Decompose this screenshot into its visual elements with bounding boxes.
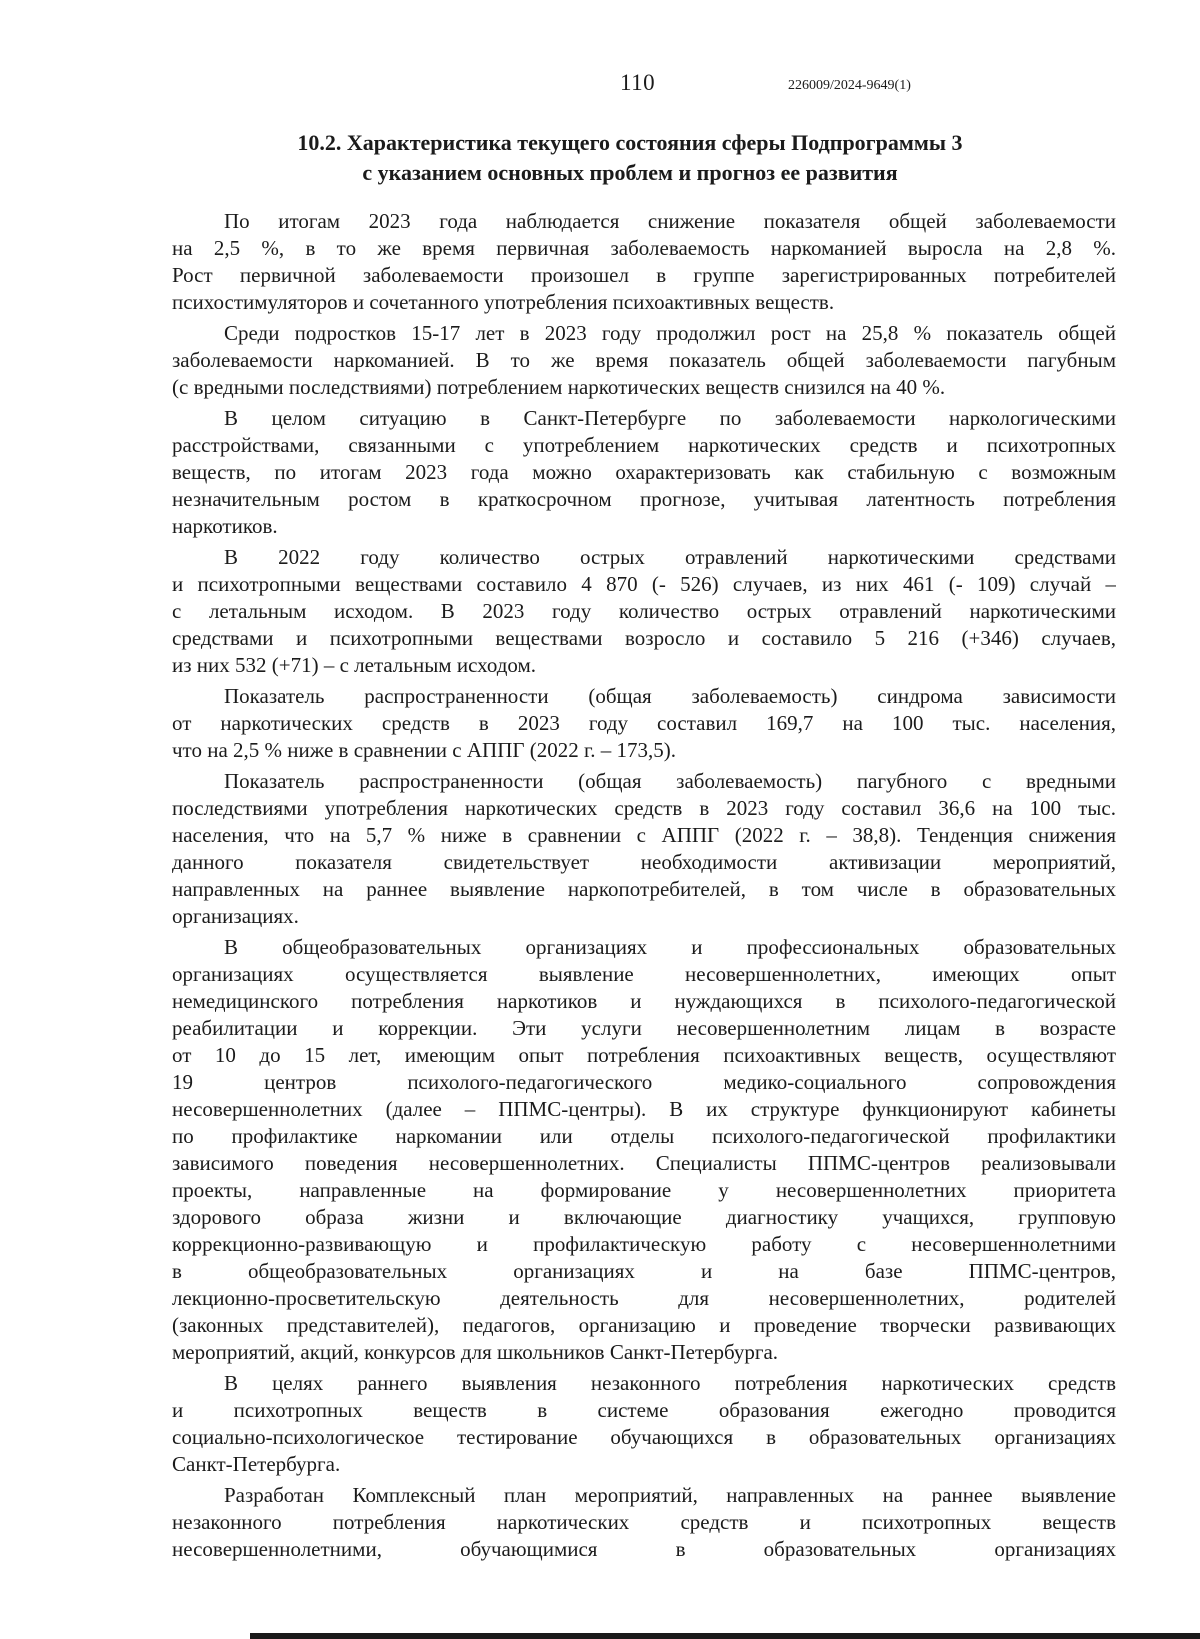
text-line: здорового образа жизни и включающие диагностику учащихся, групповую <box>172 1205 1116 1229</box>
section-heading-line: 10.2. Характеристика текущего состояния сферы Подпрограммы 3 <box>297 130 963 155</box>
paragraph <box>172 208 1116 316</box>
text-line: и психотропными веществами составило 4 870 (- 526) случаев, из них 461 (- 109) случай – <box>172 572 1116 596</box>
text-line: Разработан Комплексный план мероприятий, направленных на раннее выявление <box>224 1483 1116 1507</box>
text-line: по профилактике наркомании или отделы психолого-педагогической профилактики <box>172 1124 1116 1148</box>
text-line: организациях осуществляется выявление несовершеннолетних, имеющих опыт <box>172 962 1116 986</box>
text-line: Рост первичной заболеваемости произошел в группе зарегистрированных потребителей <box>172 263 1116 287</box>
text-line: незначительным ростом в краткосрочном прогнозе, учитывая латентность потребления <box>172 487 1116 511</box>
text-line: организациях. <box>172 904 299 928</box>
text-line: По итогам 2023 года наблюдается снижение показателя общей заболеваемости <box>224 209 1116 233</box>
paragraph <box>172 1370 1116 1478</box>
text-line: данного показателя свидетельствует необходимости активизации мероприятий, <box>172 850 1116 874</box>
text-line: заболеваемости наркоманией. В то же время показатель общей заболеваемости пагубным <box>172 348 1116 372</box>
text-line: (законных представителей), педагогов, организацию и проведение творчески развивающих <box>172 1313 1116 1337</box>
text-line: Санкт-Петербурга. <box>172 1452 341 1476</box>
text-line: в общеобразовательных организациях и на базе ППМС-центров, <box>172 1259 1116 1283</box>
text-line: В целом ситуацию в Санкт-Петербурге по заболеваемости наркологическими <box>224 406 1116 430</box>
document-body <box>172 208 1116 1567</box>
page-number: 110 <box>620 70 656 95</box>
text-line: из них 532 (+71) – с летальным исходом. <box>172 653 537 677</box>
text-line: на 2,5 %, в то же время первичная заболеваемость наркоманией выросла на 2,8 %. <box>172 236 1116 260</box>
text-line: коррекционно-развивающую и профилактическую работу с несовершеннолетними <box>172 1232 1116 1256</box>
text-line: социально-психологическое тестирование обучающихся в образовательных организациях <box>172 1425 1116 1449</box>
text-line: расстройствами, связанными с употреблением наркотических средств и психотропных <box>172 433 1116 457</box>
text-line: 19 центров психолого-педагогического медико-социального сопровождения <box>172 1070 1116 1094</box>
text-line: несовершеннолетних (далее – ППМС-центры). В их структуре функционируют кабинеты <box>172 1097 1116 1121</box>
text-line: и психотропных веществ в системе образования ежегодно проводится <box>172 1398 1116 1422</box>
text-line: от наркотических средств в 2023 году составил 169,7 на 100 тыс. населения, <box>172 711 1116 735</box>
paragraph <box>172 544 1116 679</box>
text-line: Показатель распространенности (общая заболеваемость) синдрома зависимости <box>224 684 1116 708</box>
text-line: Среди подростков 15-17 лет в 2023 году продолжил рост на 25,8 % показатель общей <box>224 321 1116 345</box>
scan-edge <box>250 1633 1200 1639</box>
paragraph <box>172 1482 1116 1563</box>
text-line: несовершеннолетними, обучающимися в образовательных организациях <box>172 1537 1116 1561</box>
text-line: зависимого поведения несовершеннолетних. Специалисты ППМС-центров реализовывали <box>172 1151 1116 1175</box>
text-line: последствиями употребления наркотических средств в 2023 году составил 36,6 на 100 тыс. <box>172 796 1116 820</box>
section-heading-line: с указанием основных проблем и прогноз ее развития <box>362 160 898 185</box>
text-line: В 2022 году количество острых отравлений наркотическими средствами <box>224 545 1116 569</box>
text-line: средствами и психотропными веществами возросло и составило 5 216 (+346) случаев, <box>172 626 1116 650</box>
text-line: населения, что на 5,7 % ниже в сравнении с АППГ (2022 г. – 38,8). Тенденция снижения <box>172 823 1116 847</box>
text-line: В целях раннего выявления незаконного потребления наркотических средств <box>224 1371 1116 1395</box>
text-line: реабилитации и коррекции. Эти услуги несовершеннолетним лицам в возрасте <box>172 1016 1116 1040</box>
text-line: мероприятий, акций, конкурсов для школьников Санкт-Петербурга. <box>172 1340 779 1364</box>
text-line: В общеобразовательных организациях и профессиональных образовательных <box>224 935 1116 959</box>
text-line: наркотиков. <box>172 514 278 538</box>
text-line: веществ, по итогам 2023 года можно охарактеризовать как стабильную с возможным <box>172 460 1116 484</box>
paragraph <box>172 405 1116 540</box>
text-line: лекционно-просветительскую деятельность для несовершеннолетних, родителей <box>172 1286 1116 1310</box>
paragraph <box>172 768 1116 930</box>
paragraph <box>172 683 1116 764</box>
text-line: проекты, направленные на формирование у несовершеннолетних приоритета <box>172 1178 1116 1202</box>
text-line: психостимуляторов и сочетанного употребления психоактивных веществ. <box>172 290 835 314</box>
paragraph <box>172 320 1116 401</box>
text-line: немедицинского потребления наркотиков и нуждающихся в психолого-педагогической <box>172 989 1116 1013</box>
text-line: незаконного потребления наркотических средств и психотропных веществ <box>172 1510 1116 1534</box>
text-line: с летальным исходом. В 2023 году количество острых отравлений наркотическими <box>172 599 1116 623</box>
document-id: 226009/2024-9649(1) <box>788 78 911 93</box>
text-line: (с вредными последствиями) потреблением наркотических веществ снизился на 40 %. <box>172 375 946 399</box>
text-line: Показатель распространенности (общая заболеваемость) пагубного с вредными <box>224 769 1116 793</box>
paragraph <box>172 934 1116 1366</box>
text-line: направленных на раннее выявление наркопотребителей, в том числе в образовательных <box>172 877 1116 901</box>
text-line: от 10 до 15 лет, имеющим опыт потребления психоактивных веществ, осуществляют <box>172 1043 1116 1067</box>
text-line: что на 2,5 % ниже в сравнении с АППГ (2022 г. – 173,5). <box>172 738 676 762</box>
section-heading <box>170 128 1090 188</box>
